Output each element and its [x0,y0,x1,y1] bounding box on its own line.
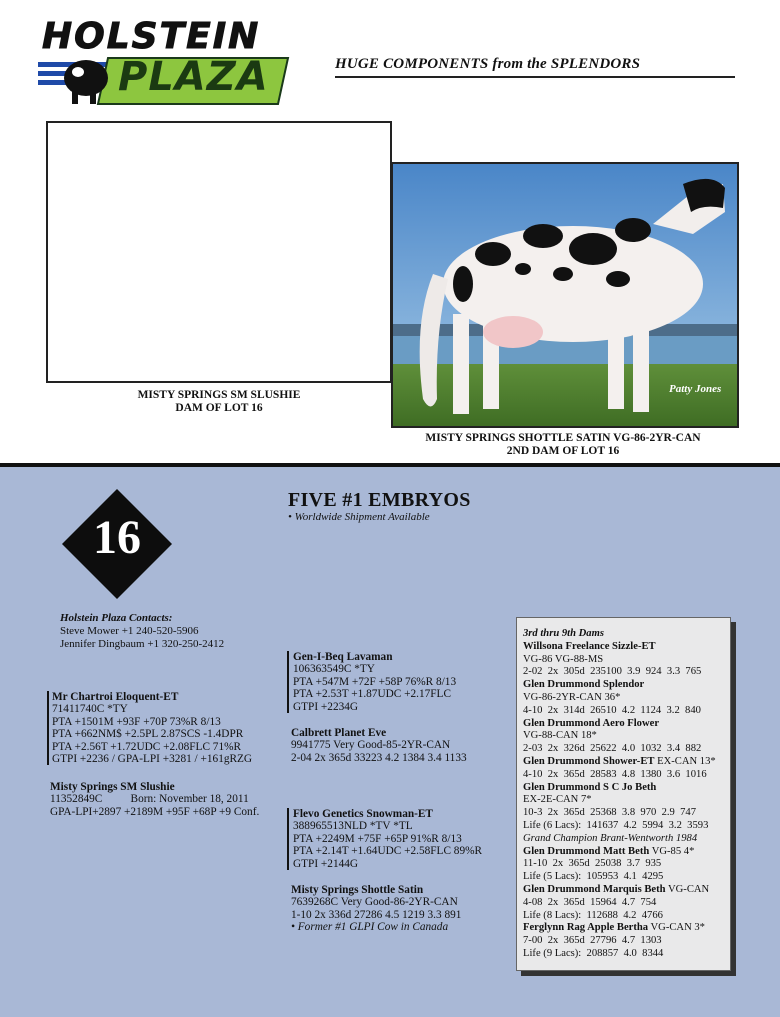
dams-box-line [523,948,730,961]
photographer-credit: Patty Jones [669,383,722,395]
dams-box-line [523,718,730,731]
ancestor-dam-detail: 4-10 2x 365d 28583 4.8 1380 3.6 1016 [523,768,707,780]
dams-box-line [523,935,730,948]
ancestor-dam-detail: 2-03 2x 326d 25622 4.0 1032 3.4 882 [523,743,702,755]
sire-line: PTA +2.56T +1.72UDC +2.08FLC 71%R [52,740,242,753]
holstein-plaza-logo [38,16,296,108]
second-dam-caption-line-2: 2ND DAM OF LOT 16 [506,445,620,457]
dams-box-lines [523,641,730,961]
ancestor-dam-detail: Life (6 Lacs): 141637 4.2 5994 3.2 3593 [523,819,709,831]
sire-line: PTA +662NM$ +2.5PL 2.87SCS -1.4DPR [52,728,244,741]
sire-line: PTA +1501M +93F +70P 73%R 8/13 [52,715,221,728]
cow-photo-image [393,164,737,426]
sire-sire-line: PTA +547M +72F +58P 76%R 8/13 [293,675,457,688]
dam-sire-line: PTA +2249M +75F +65P 91%R 8/13 [293,832,462,845]
dams-box-line [523,641,730,654]
dams-box-line [523,833,730,846]
ancestor-dam-detail: EX-CAN 13* [654,755,716,767]
sire-dam-line: 2-04 2x 365d 33223 4.2 1384 3.4 1133 [291,751,467,764]
sire-dam-name: Calbrett Planet Eve [291,727,387,739]
dams-box-line [523,884,730,897]
dams-box-line [523,756,730,769]
tagline: HUGE COMPONENTS from the SPLENDORS [335,56,641,72]
ancestor-dam-detail: VG-86 VG-88-MS [523,653,604,665]
logo-text-bottom: PLAZA [118,54,269,100]
contacts-block [60,612,224,651]
dams-box-line [523,897,730,910]
sire-dam-line: 9941775 Very Good-85-2YR-CAN [291,739,451,752]
ancestor-dam-detail: VG-88-CAN 18* [523,730,597,742]
dams-box-line [523,730,730,743]
second-dam-photo [391,162,739,428]
dam-sire-name: Flevo Genetics Snowman-ET [293,808,433,820]
second-dam-photo-caption [388,432,738,458]
sire-line: GTPI +2236 / GPA-LPI +3281 / +161gRZG [52,753,253,766]
sire-sire-line: GTPI +2234G [293,700,359,713]
dams-box-line [523,743,730,756]
ancestor-dam-detail: 11-10 2x 365d 25038 3.7 935 [523,858,662,870]
ancestor-dam-detail: Life (5 Lacs): 105953 4.1 4295 [523,871,664,883]
sire-sire-block [287,651,456,713]
ancestor-dam-detail: 4-10 2x 314d 26510 4.2 1124 3.2 840 [523,704,701,716]
dams-box-line [523,858,730,871]
contacts-heading: Holstein Plaza Contacts: [60,612,173,624]
dam-sire-line: PTA +2.14T +1.64UDC +2.58FLC 89%R [293,845,483,858]
ancestral-dams-box [516,617,731,971]
ancestor-dam-name: Glen Drummond Marquis Beth [523,883,666,895]
ancestor-dam-name: Ferglynn Rag Apple Bertha [523,922,649,934]
dam-dam-line: 1-10 2x 336d 27286 4.5 1219 3.3 891 [291,908,462,921]
dams-box-line [523,820,730,833]
ancestor-dam-detail: 4-08 2x 365d 15964 4.7 754 [523,896,657,908]
sire-sire-line: 106363549C *TY [293,663,375,676]
ancestor-dam-name: Glen Drummond Shower-ET [523,755,655,767]
dams-box-line [523,679,730,692]
ancestor-dam-detail: 10-3 2x 365d 25368 3.8 970 2.9 747 [523,807,697,819]
dam-sire-block [287,808,482,870]
header-divider [335,76,735,78]
dams-box-line [523,807,730,820]
dam-dam-block [287,884,461,934]
dams-box-line [523,794,730,807]
dam-sire-line: GTPI +2144G [293,857,359,870]
ancestor-dam-detail: VG-85 4* [649,845,695,857]
dams-box-line [523,922,730,935]
dams-box-line [523,846,730,859]
ancestor-dam-name: Glen Drummond S C Jo Beth [523,781,657,793]
dam-caption-line-1: MISTY SPRINGS SM SLUSHIE [137,389,301,401]
second-dam-caption-line-1: MISTY SPRINGS SHOTTLE SATIN VG-86-2YR-CAN [425,432,701,444]
logo-text-top: HOLSTEIN [42,16,261,57]
dam-name: Misty Springs SM Slushie [50,781,175,793]
contact-line: Steve Mower +1 240-520-5906 [60,625,199,637]
dams-box-line [523,666,730,679]
offer-title: FIVE #1 EMBRYOS [288,489,471,511]
dams-box-line [523,782,730,795]
dam-dam-line: 7639268C Very Good-86-2YR-CAN [291,896,458,909]
dams-box-line [523,705,730,718]
ancestor-dam-name: Glen Drummond Splendor [523,679,645,691]
sire-dam-block [287,727,467,764]
dams-box-heading: 3rd thru 9th Dams [523,628,604,639]
contact-line: Jennifer Dingbaum +1 320-250-2412 [60,638,225,650]
ancestor-dam-name: Glen Drummond Matt Beth [523,845,650,857]
ancestor-dam-detail: VG-CAN [665,883,710,895]
ancestor-dam-detail: 7-00 2x 365d 27796 4.7 1303 [523,935,662,947]
dams-box-line [523,910,730,923]
ancestor-dam-detail: EX-2E-CAN 7* [523,794,592,806]
dam-dam-name: Misty Springs Shottle Satin [291,884,424,896]
sire-sire-line: PTA +2.53T +1.87UDC +2.17FLC [293,688,451,701]
dam-sire-line: 388965513NLD *TV *TL [293,820,413,833]
dams-box-line [523,871,730,884]
ancestor-dam-detail: Life (8 Lacs): 112688 4.2 4766 [523,909,663,921]
sire-block [47,691,252,765]
ancestor-dam-detail: Grand Champion Brant-Wentworth 1984 [523,832,698,844]
dam-block [47,781,259,818]
dams-box-line [523,769,730,782]
dam-photo-caption [46,389,392,415]
ancestor-dam-detail: Life (9 Lacs): 208857 4.0 8344 [523,947,664,959]
dams-box-line [523,654,730,667]
dam-photo-frame [46,121,392,383]
dam-caption-line-2: DAM OF LOT 16 [175,402,263,414]
sire-name: Mr Chartroi Eloquent-ET [52,691,179,703]
offer-subtitle: • Worldwide Shipment Available [288,511,430,523]
ancestor-dam-detail: VG-86-2YR-CAN 36* [523,691,621,703]
ancestor-dam-detail: VG-CAN 3* [648,922,705,934]
lot-number: 16 [93,511,141,564]
ancestor-dam-name: Glen Drummond Aero Flower [523,717,660,729]
ancestor-dam-detail: 2-02 2x 305d 235100 3.9 924 3.3 765 [523,666,702,678]
ancestor-dam-name: Willsona Freelance Sizzle-ET [523,640,656,652]
dam-line: GPA-LPI+2897 +2189M +95F +68P +9 Conf. [50,805,260,818]
dam-line: 11352849C Born: November 18, 2011 [50,793,249,806]
dam-dam-note: • Former #1 GLPI Cow in Canada [291,921,449,934]
dams-box-line [523,692,730,705]
sire-sire-name: Gen-I-Beq Lavaman [293,651,393,663]
sire-line: 71411740C *TY [52,703,128,716]
